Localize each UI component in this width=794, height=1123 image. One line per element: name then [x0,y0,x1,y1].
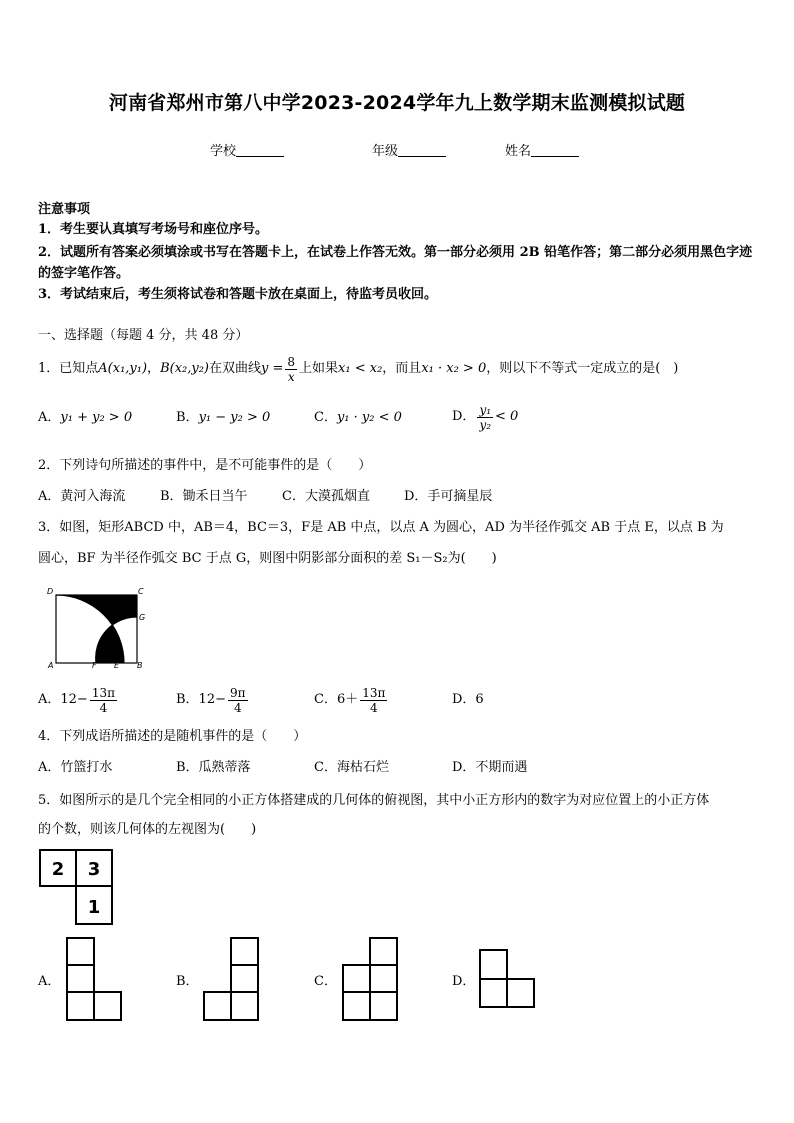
q4-option-a[interactable]: A．竹篮打水 [38,760,113,775]
q5-option-d-figure[interactable] [478,948,536,1010]
q2-option-b[interactable]: B．锄禾日当午 [160,489,248,504]
grade-label: 年级 [372,144,399,159]
q5-top-view [38,848,114,926]
q5-option-a-label[interactable]: A． [38,974,61,989]
q5-option-d-label[interactable]: D． [452,974,476,989]
q3-option-c[interactable]: C．6＋ $\frac{13\pi}{4}$ [314,685,386,715]
notice-heading: 注意事项 [38,202,91,217]
q1-stem: 1．已知点 A(x₁,y₁) ， B(x₂,y₂) 在双曲线 y = $\frac{8}{x}$ 上如果 x₁ < x₂ ，而且 x₁ · x₂ > 0 ，则以下不等式一定成立的是( ) [38,354,679,384]
grade-field[interactable] [372,140,446,159]
q2-option-c[interactable]: C．大漠孤烟直 [282,489,370,504]
q1-option-c[interactable]: C．y₁ · y₂ < 0 [314,410,402,425]
q4-option-d[interactable]: D．不期而遇 [452,760,528,775]
label-e: E [114,661,120,669]
q1-option-b[interactable]: B．y₁ − y₂ > 0 [176,410,271,425]
q4-option-b[interactable]: B．瓜熟蒂落 [176,760,251,775]
grid-number: 1 [87,897,101,918]
q4-stem: 4．下列成语所描述的是随机事件的是（ ） [38,729,307,744]
school-field[interactable] [210,140,284,159]
q5-option-c-label[interactable]: C． [314,974,337,989]
q3-option-b[interactable]: B．12− $\frac{9\pi}{4}$ [176,685,246,715]
q3-figure [44,585,156,669]
q2-stem: 2．下列诗句所描述的事件中，是不可能事件的是（ ） [38,458,372,473]
q3-option-d[interactable]: D．6 [452,692,484,707]
label-f: F [92,661,97,669]
label-d: D [47,587,54,596]
label-g: G [139,613,146,622]
q1-option-d[interactable]: D． $\frac{\text{y₁}}{\text{y₂}}$ < 0 [452,402,519,432]
name-field[interactable] [505,140,579,159]
school-label: 学校 [210,144,237,159]
name-label: 姓名 [505,144,532,159]
q3-option-a[interactable]: A．12− $\frac{13\pi}{4}$ [38,685,115,715]
q5-stem-line1: 5．如图所示的是几个完全相同的小正方体搭建成的几何体的俯视图，其中小正方形内的数字为对应位置上的小正方体 [38,793,710,808]
notice-item: 3．考试结束后，考生须将试卷和答题卡放在桌面上，待监考员收回。 [38,287,438,302]
grid-number: 2 [51,859,65,880]
q1-option-a[interactable]: A．y₁ + y₂ > 0 [38,410,133,425]
q5-option-b-label[interactable]: B． [176,974,199,989]
q2-option-d[interactable]: D．手可摘星辰 [404,489,493,504]
section-heading: 一、选择题（每题 4 分，共 48 分） [38,328,249,343]
grid-number: 3 [87,859,101,880]
q3-stem-line1: 3．如图，矩形ABCD 中，AB＝4，BC＝3，F是 AB 中点，以点 A 为圆心，AD 为半径作弧交 AB 于点 E，以点 B 为 [38,520,724,535]
fraction: $\frac{8}{x}$ [287,354,296,384]
q3-stem-line2: 圆心，BF 为半径作弧交 BC 于点 G，则图中阴影部分面积的差 S₁－S₂为( ) [38,551,497,566]
notice-item: 1．考生要认真填写考场号和座位序号。 [38,222,269,237]
q5-option-a-figure[interactable] [65,936,123,1022]
q2-option-a[interactable]: A．黄河入海流 [38,489,126,504]
label-c: C [138,587,144,596]
page-title: 河南省郑州市第八中学2023-2024学年九上数学期末监测模拟试题 [108,92,686,114]
q5-option-c-figure[interactable] [341,936,399,1022]
q4-option-c[interactable]: C．海枯石烂 [314,760,389,775]
label-a: A [48,661,54,669]
label-b: B [137,661,143,669]
q5-stem-line2: 的个数，则该几何体的左视图为( ) [38,822,257,837]
notice-item: 2．试题所有答案必须填涂或书写在答题卡上，在试卷上作答无效。第一部分必须用 2B 铅笔作答；第二部分必须用黑色字迹的签字笔作答。 [38,245,753,281]
q5-option-b-figure[interactable] [202,936,260,1022]
